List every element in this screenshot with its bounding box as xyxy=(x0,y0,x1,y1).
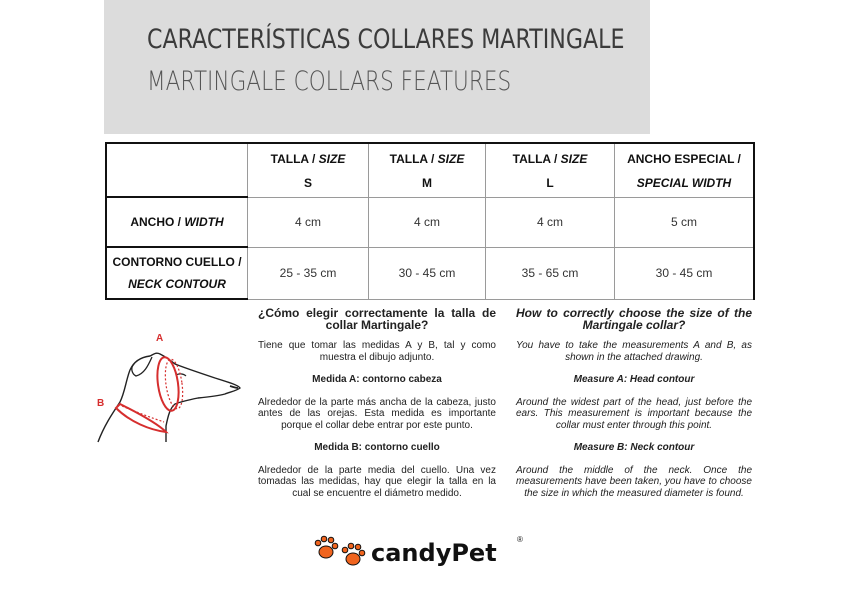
guide-english xyxy=(516,308,752,499)
neck-contour-line xyxy=(116,404,166,432)
dog-ear xyxy=(132,357,152,376)
table-cell: 5 cm xyxy=(615,197,755,247)
measure-a-text-english: Around the widest part of the head, just before the ears. This measurement is important because the collar must enter through this point. xyxy=(516,396,752,431)
title-banner xyxy=(104,0,650,134)
measure-b-title-english: Measure B: Neck contour xyxy=(573,442,695,453)
paw-icon xyxy=(315,536,338,558)
dog-measurement-diagram xyxy=(90,330,245,450)
table-cell: 25 - 35 cm xyxy=(248,247,369,299)
measure-b-title-spanish: Medida B: contorno cuello xyxy=(314,442,440,453)
measure-b-text-spanish: Alrededor de la parte media del cuello. Una vez tomadas las medidas, hay que elegir la talla en la cual se encuentre el diámetro medido. xyxy=(258,464,496,499)
table-header-size-m: TALLA / SIZE M xyxy=(369,143,486,197)
measure-b-text-english: Around the middle of the neck. Once the measurements have been taken, you have to choose the size in which the measured diameter is found. xyxy=(516,464,752,499)
candypet-logo xyxy=(313,530,528,574)
table-cell: 4 cm xyxy=(486,197,615,247)
measure-a-title-spanish: Medida A: contorno cabeza xyxy=(312,374,442,385)
logo-text: candyPet xyxy=(371,539,497,567)
intro-english: You have to take the measurements A and B, as shown in the attached drawing. xyxy=(516,340,752,363)
measure-a-text-spanish: Alrededor de la parte más ancha de la cabeza, justo antes de las orejas. Esta medida es importante porque el collar debe entrar por este punto. xyxy=(258,396,496,431)
measure-a-title-english: Measure A: Head contour xyxy=(573,374,695,385)
table-cell: 4 cm xyxy=(369,197,486,247)
table-header-size-s: TALLA / SIZE S xyxy=(248,143,369,197)
row-label-neck-contour: CONTORNO CUELLO / NECK CONTOUR xyxy=(106,247,248,299)
question-spanish: ¿Cómo elegir correctamente la talla de collar Martingale? xyxy=(258,306,496,332)
table-cell: 30 - 45 cm xyxy=(615,247,755,299)
title-spanish: CARACTERÍSTICAS COLLARES MARTINGALE xyxy=(147,24,625,55)
table-cell: 35 - 65 cm xyxy=(486,247,615,299)
registered-mark: ® xyxy=(517,535,523,544)
table-cell: 4 cm xyxy=(248,197,369,247)
label-b: B xyxy=(97,398,105,409)
guide-spanish xyxy=(258,308,496,499)
row-label-width: ANCHO / WIDTH xyxy=(106,197,248,247)
question-english: How to correctly choose the size of the Martingale collar? xyxy=(516,306,752,332)
title-english: MARTINGALE COLLARS FEATURES xyxy=(147,66,512,97)
intro-spanish: Tiene que tomar las medidas A y B, tal y como muestra el dibujo adjunto. xyxy=(258,340,496,363)
table-header-size-l: TALLA / SIZE L xyxy=(486,143,615,197)
paw-icon xyxy=(342,543,365,565)
table-header-special-width: ANCHO ESPECIAL / SPECIAL WIDTH xyxy=(615,143,755,197)
label-a: A xyxy=(156,333,164,344)
size-table xyxy=(105,142,755,300)
table-corner-cell xyxy=(106,143,248,197)
dog-outline xyxy=(98,353,240,442)
table-cell: 30 - 45 cm xyxy=(369,247,486,299)
